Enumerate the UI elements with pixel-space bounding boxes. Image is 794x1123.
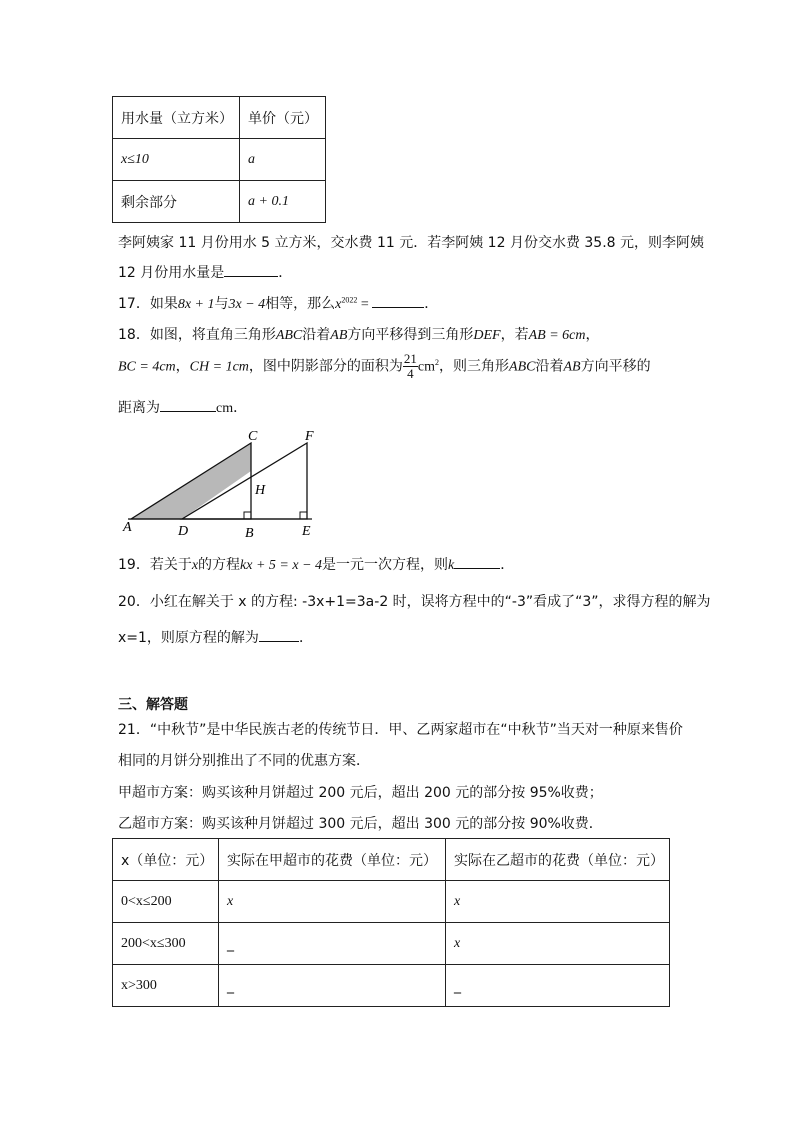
table-cell: 200<x≤300 <box>113 923 219 965</box>
q18-unit: cm <box>216 401 234 416</box>
q17-mid1: 与 <box>214 296 229 312</box>
table-cell: _ <box>446 965 670 1007</box>
q19-equation: kx + 5 = x − 4 <box>240 558 323 573</box>
q17-base: x <box>335 297 342 312</box>
question-19 <box>118 554 514 574</box>
right-angle-mark-e <box>300 512 307 519</box>
q19-text: 19．若关于 <box>118 557 192 573</box>
q18-text: ，若 <box>500 327 529 343</box>
question-18-line3 <box>118 397 247 417</box>
q19-text: 的方程 <box>198 557 241 573</box>
table-cell: x≤10 <box>113 139 240 181</box>
q19-end: ． <box>500 557 515 573</box>
question-18-line2 <box>118 352 651 381</box>
question-21-line2: 相同的月饼分别推出了不同的优惠方案． <box>118 753 370 769</box>
q17-mid2: 相等，那么 <box>265 296 336 312</box>
table-cell: x <box>446 881 670 923</box>
label-h: H <box>255 483 266 498</box>
q18-text: ，图中阴影部分的面积为 <box>248 358 403 375</box>
answer-blank <box>454 554 500 569</box>
label-e: E <box>302 524 311 539</box>
label-d: D <box>178 524 189 539</box>
q16-line2-text: 12 月份用水量是 <box>118 265 225 281</box>
fraction-numerator: 21 <box>403 351 417 366</box>
table-cell: a <box>240 139 326 181</box>
q17-end: ． <box>424 296 439 312</box>
right-angle-mark-b <box>244 512 251 519</box>
label-c: C <box>248 429 258 444</box>
table-header-cell: 实际在乙超市的花费（单位：元） <box>446 839 670 881</box>
table-cell: _ <box>219 923 446 965</box>
q17-expr2: 3x − 4 <box>228 297 266 312</box>
table-header-cell: x（单位：元） <box>113 839 219 881</box>
question-18-line1 <box>118 324 599 344</box>
label-f: F <box>305 429 314 444</box>
q18-text: 18．如图，将直角三角形 <box>118 327 276 343</box>
q18-bc: BC = 4cm <box>118 359 176 375</box>
table-header-cell: 单价（元） <box>240 97 326 139</box>
label-b: B <box>245 526 254 541</box>
q18-unit-exp: 2 <box>435 357 440 367</box>
answer-blank <box>224 262 278 277</box>
q18-def: DEF <box>473 328 501 343</box>
q18-text: 方向平移的 <box>580 358 651 375</box>
q17-equals: = <box>357 297 373 312</box>
translation-figure <box>120 425 330 543</box>
question-17 <box>118 293 438 313</box>
table-row <box>113 881 670 923</box>
q16-line2 <box>118 262 292 282</box>
answer-blank <box>160 397 216 412</box>
q18-text: 方向平移得到三角形 <box>347 327 474 343</box>
q18-text: ， <box>175 358 190 375</box>
q17-expr1: 8x + 1 <box>177 297 215 312</box>
table-cell: _ <box>219 965 446 1007</box>
q18-ab: AB <box>330 328 348 343</box>
q19-x: x <box>191 558 199 573</box>
water-price-table <box>112 96 326 223</box>
section-heading: 三、解答题 <box>118 697 188 713</box>
table-header-cell: 实际在甲超市的花费（单位：元） <box>219 839 446 881</box>
q18-ab-eq: AB = 6cm <box>528 328 586 343</box>
question-21-line3: 甲超市方案：购买该种月饼超过 200 元后，超出 200 元的部分按 95%收费； <box>118 785 603 801</box>
question-20-line1: 20．小红在解关于 x 的方程: -3x+1=3a-2 时，误将方程中的“-3”看成了“3”，求得方程的解为 <box>118 594 711 610</box>
table-cell: x>300 <box>113 965 219 1007</box>
question-20-line2 <box>118 627 313 647</box>
table-row <box>113 965 670 1007</box>
q18-text: ． <box>233 400 248 416</box>
q18-ch: CH = 1cm <box>189 359 249 375</box>
q18-text: 距离为 <box>118 400 160 416</box>
q18-text: ，则三角形 <box>439 358 510 375</box>
q16-period: ． <box>278 265 293 281</box>
q19-text: 是一元一次方程，则 <box>322 557 449 573</box>
answer-blank <box>259 627 299 642</box>
q18-text: 沿着 <box>535 358 564 375</box>
q18-ab: AB <box>563 359 581 375</box>
q18-unit: cm <box>417 359 436 375</box>
table-cell: a + 0.1 <box>240 181 326 223</box>
table-cell: x <box>446 923 670 965</box>
fraction <box>403 352 418 381</box>
question-21-line1: 21．“中秋节”是中华民族古老的传统节日．甲、乙两家超市在“中秋节”当天对一种原来售价 <box>118 722 683 738</box>
q17-exponent: 2022 <box>341 295 358 305</box>
table-cell: 剩余部分 <box>113 181 240 223</box>
fraction-denominator: 4 <box>407 366 414 381</box>
q19-k: k <box>448 558 455 573</box>
q18-text: 沿着 <box>302 327 331 343</box>
pricing-table <box>112 838 670 1007</box>
table-header-cell: 用水量（立方米） <box>113 97 240 139</box>
label-a: A <box>123 520 132 535</box>
question-21-line4: 乙超市方案：购买该种月饼超过 300 元后，超出 300 元的部分按 90%收费． <box>118 816 603 832</box>
q17-prefix: 17．如果 <box>118 296 178 312</box>
table-cell: x <box>219 881 446 923</box>
q18-abc: ABC <box>509 359 536 375</box>
q16-line1: 李阿姨家 11 月份用水 5 立方米，交水费 11 元．若李阿姨 12 月份交水费 35.8 元，则李阿姨 <box>118 235 705 251</box>
table-row <box>113 923 670 965</box>
q20-end: ． <box>298 630 313 646</box>
q18-abc: ABC <box>275 328 303 343</box>
q18-text: ， <box>585 327 600 343</box>
answer-blank <box>372 293 424 308</box>
table-cell: 0<x≤200 <box>113 881 219 923</box>
q20-text: x=1，则原方程的解为 <box>118 630 259 646</box>
